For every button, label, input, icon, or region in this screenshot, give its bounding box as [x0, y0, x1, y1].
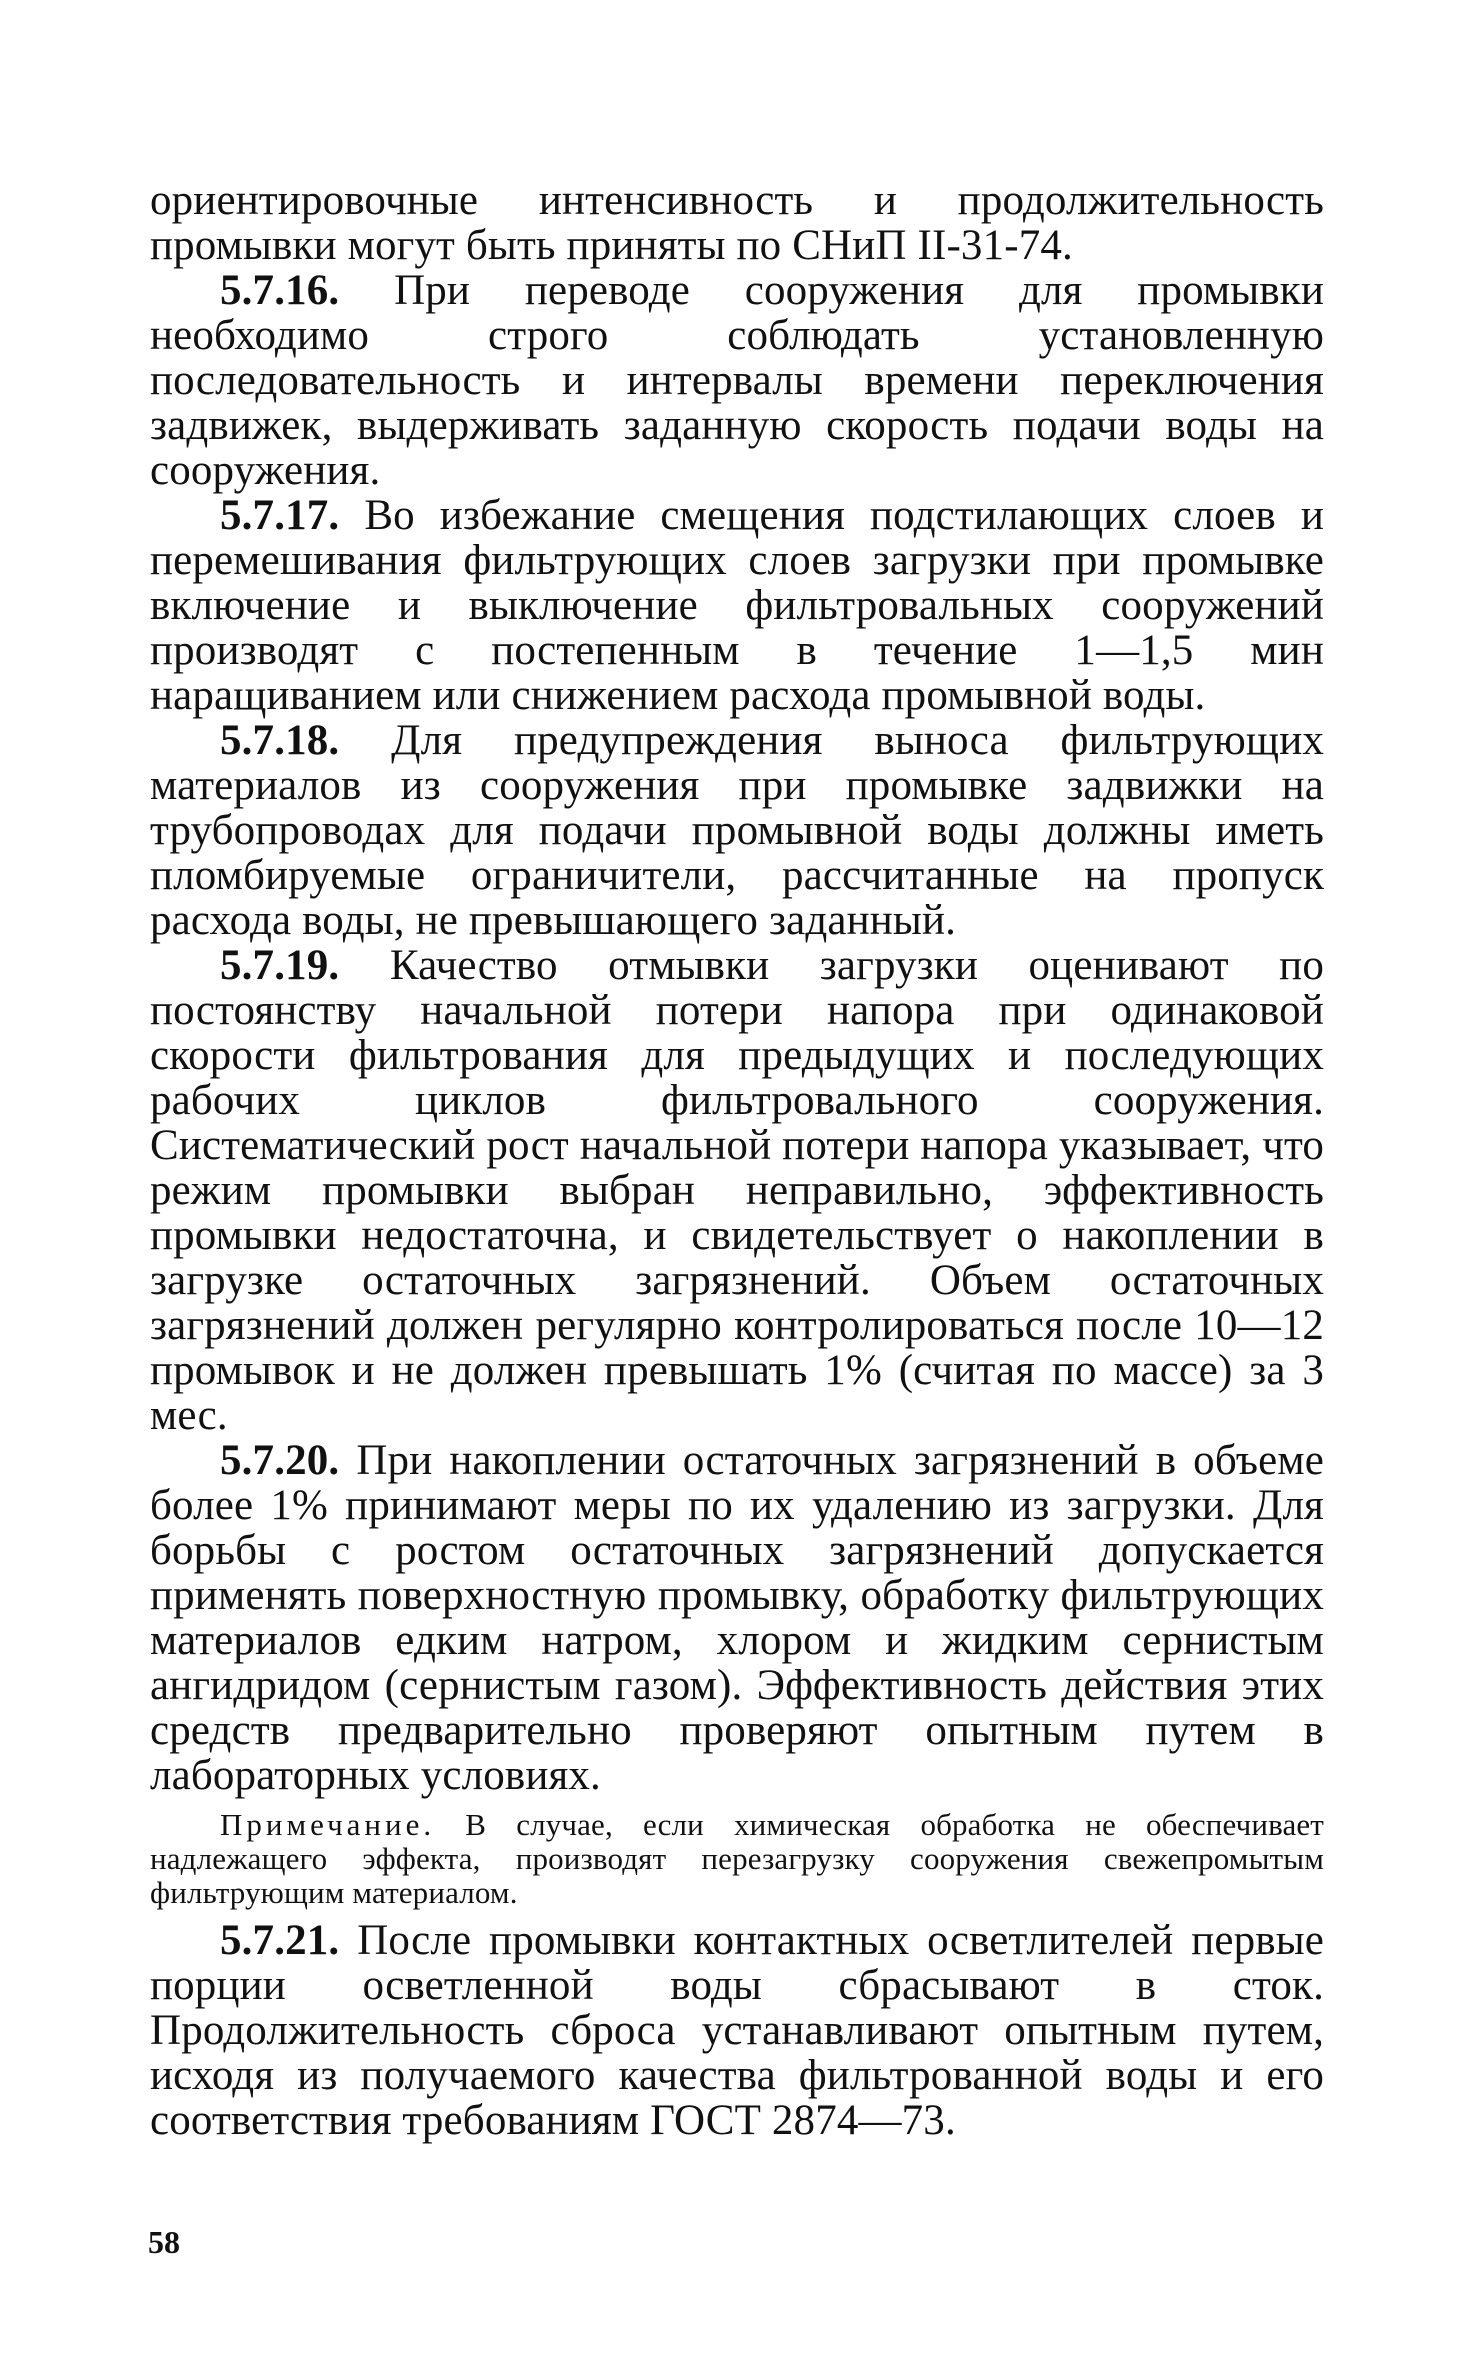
- section-number: 5.7.16.: [220, 267, 340, 314]
- section-number: 5.7.17.: [220, 492, 340, 539]
- section-text: При переводе сооружения для промывки необходимо строго соблюдать установленную последовательность и интервалы времени переключения задвижек, выдерживать заданную скорость подачи воды на сооружения.: [150, 267, 1324, 494]
- section-text: Качество отмывки загрузки оценивают по постоянству начальной потери напора при одинаковой скорости фильтрования для предыдущих и последующих рабочих циклов фильтровального сооружения. Систематический рост начальной потери напора указывает, что режим промывки выбран неправильно, эффективность промывки недостаточна, и свидетельствует о накоплении в загрузке остаточных загрязнений. Объем остаточных загрязнений должен регулярно контролироваться после 10—12 промывок и не должен превышать 1% (считая по массе) за 3 мес.: [150, 942, 1324, 1439]
- intro-paragraph: ориентировочные интенсивность и продолжительность промывки могут быть приняты по СНиП II-31-74.: [150, 177, 1324, 269]
- section-text: Для предупреждения выноса фильтрующих материалов из сооружения при промывке задвижки на трубопроводах для подачи промывной воды должны иметь пломбируемые ограничители, рассчитанные на пропуск расхода воды, не превышающего заданный.: [150, 717, 1325, 944]
- section-number: 5.7.20.: [220, 1437, 340, 1484]
- section-number: 5.7.18.: [220, 717, 340, 764]
- section-text: При накоплении остаточных загрязнений в объеме более 1% принимают меры по их удалению из загрузки. Для борьбы с ростом остаточных загрязнений допускается применять поверхностную промывку, обработку фильтрующих материалов едким натром, хлором и жидким сернистым ангидридом (сернистым газом). Эффективность действия этих средств предварительно проверяют опытным путем в лабораторных условиях.: [150, 1437, 1324, 1799]
- section-number: 5.7.21.: [220, 1917, 340, 1964]
- note-text: В случае, если химическая обработка не обеспечивает надлежащего эффекта, производят перезагрузку сооружения свежепромытым фильтрующим материалом.: [150, 1807, 1324, 1910]
- section-5-7-21: [150, 1918, 1324, 2143]
- page-number: 58: [148, 2224, 180, 2260]
- section-5-7-17: [150, 493, 1324, 718]
- section-5-7-18: [150, 718, 1324, 943]
- section-5-7-19: [150, 943, 1324, 1438]
- section-number: 5.7.19.: [220, 942, 340, 989]
- document-body: [150, 178, 1324, 2143]
- note-label: Примечание.: [220, 1807, 436, 1842]
- section-text: После промывки контактных осветлителей первые порции осветленной воды сбрасывают в сток. Продолжительность сброса устанавливают опытным путем, исходя из получаемого качества фильтрованной воды и его соответствия требованиям ГОСТ 2874—73.: [150, 1917, 1324, 2144]
- section-5-7-20: [150, 1438, 1324, 1798]
- section-text: Во избежание смещения подстилающих слоев и перемешивания фильтрующих слоев загрузки при промывке включение и выключение фильтровальных сооружений производят с постепенным в течение 1—1,5 мин наращиванием или снижением расхода промывной воды.: [150, 492, 1324, 719]
- section-5-7-16: [150, 268, 1324, 493]
- note-paragraph: [150, 1808, 1324, 1910]
